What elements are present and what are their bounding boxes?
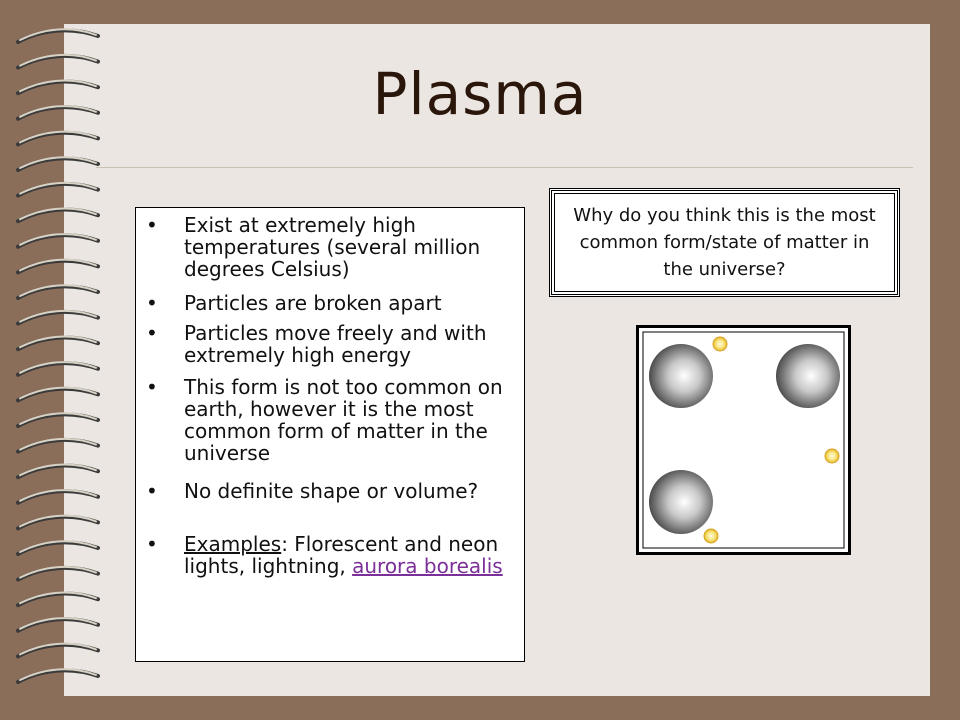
examples-text: : Florescent and neon lights, lightning, xyxy=(184,532,499,578)
bullet-item-examples xyxy=(146,533,516,577)
bullet-dot: • xyxy=(146,291,158,315)
bullet-dot: • xyxy=(146,532,158,556)
bullet-item xyxy=(146,480,516,502)
bullet-list-box xyxy=(135,207,525,662)
electron-particle xyxy=(704,529,718,543)
examples-label: Examples xyxy=(184,532,282,556)
nucleus-particle xyxy=(649,470,713,534)
title-divider xyxy=(96,167,913,168)
bullet-item xyxy=(146,214,516,280)
bullet-text: Particles are broken apart xyxy=(184,291,442,315)
electron-particle xyxy=(825,449,839,463)
bullet-text: Exist at extremely high temperatures (several million degrees Celsius) xyxy=(184,213,481,281)
electron-particle xyxy=(713,337,727,351)
question-box xyxy=(549,188,900,297)
question-text: Why do you think this is the most common form/state of matter in the universe? xyxy=(573,205,876,280)
bullet-dot: • xyxy=(146,479,158,503)
bullet-text xyxy=(184,533,516,577)
plasma-particle-diagram xyxy=(636,325,851,555)
bullet-text: This form is not too common on earth, however it is the most common form of matter in the universe xyxy=(184,375,503,465)
bullet-dot: • xyxy=(146,321,158,345)
slide-title: Plasma xyxy=(372,60,588,128)
bullet-text: Particles move freely and with extremely high energy xyxy=(184,321,487,367)
bullet-dot: • xyxy=(146,213,158,237)
nucleus-particle xyxy=(649,344,713,408)
bullet-item xyxy=(146,322,516,366)
aurora-borealis-link[interactable]: aurora borealis xyxy=(352,554,503,578)
bullet-item xyxy=(146,376,516,464)
bullet-item xyxy=(146,292,516,314)
bullet-dot: • xyxy=(146,375,158,399)
nucleus-particle xyxy=(776,344,840,408)
bullet-text: No definite shape or volume? xyxy=(184,479,479,503)
